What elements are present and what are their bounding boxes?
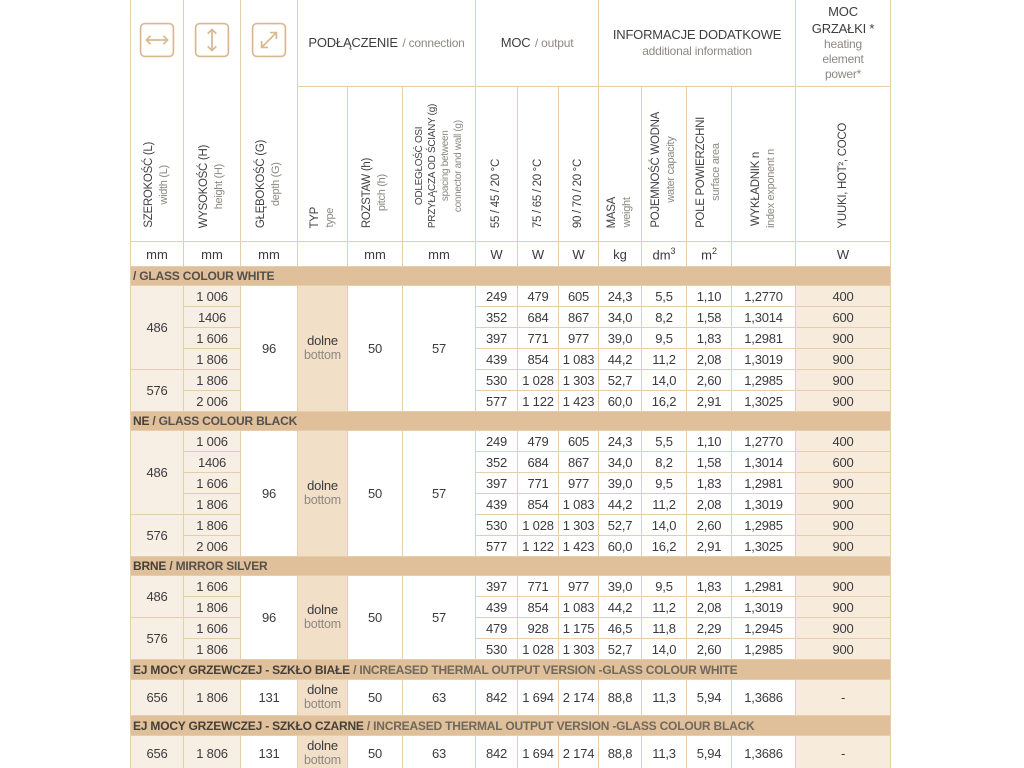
table-cell: 50 xyxy=(348,286,403,412)
table-cell: 854 xyxy=(518,349,559,370)
table-cell: 2,08 xyxy=(687,597,732,618)
connection-type-pl: dolne xyxy=(307,682,338,698)
group-output: MOC / output xyxy=(476,0,599,87)
table-cell: 1,3025 xyxy=(732,536,796,557)
table-cell: 900 xyxy=(796,494,891,515)
table-cell: 900 xyxy=(796,639,891,660)
table-cell: 16,2 xyxy=(642,391,687,412)
group-additional-info: INFORMACJE DODATKOWE additional information xyxy=(599,0,796,87)
table-cell: 8,2 xyxy=(642,452,687,473)
table-row xyxy=(131,431,891,452)
table-cell: 249 xyxy=(476,431,518,452)
table-cell: 900 xyxy=(796,473,891,494)
width-label: SZEROKOŚĆ (L) width (L) xyxy=(143,142,171,228)
section-title-pl: NE xyxy=(133,414,153,428)
table-cell: 486 xyxy=(131,576,184,618)
table-cell: 928 xyxy=(518,618,559,639)
table-cell: 1 006 xyxy=(184,431,241,452)
table-cell: 479 xyxy=(518,431,559,452)
table-cell: 8,2 xyxy=(642,307,687,328)
section-title-pl: EJ MOCY GRZEWCZEJ - SZKŁO CZARNE xyxy=(133,718,367,733)
table-cell: 1,2770 xyxy=(732,431,796,452)
column-pitch: ROZSTAW (h) pitch (h) xyxy=(348,87,403,242)
table-cell: 2 174 xyxy=(559,680,599,716)
section-header xyxy=(131,267,891,286)
table-cell: 39,0 xyxy=(599,328,642,349)
table-cell: 600 xyxy=(796,307,891,328)
connection-type-en: bottom xyxy=(303,696,341,711)
table-cell: 1 028 xyxy=(518,639,559,660)
table-cell: 1 083 xyxy=(559,494,599,515)
table-cell: 397 xyxy=(476,328,518,349)
table-cell xyxy=(298,736,348,768)
connection-type-pl: dolne xyxy=(307,602,338,618)
table-cell: 605 xyxy=(559,286,599,307)
table-cell: 34,0 xyxy=(599,452,642,473)
connection-type-pl: dolne xyxy=(307,333,338,349)
section-title-pl: BRNE xyxy=(133,559,170,573)
column-width xyxy=(131,0,184,242)
table-cell: 1 083 xyxy=(559,597,599,618)
table-cell: 1,58 xyxy=(687,452,732,473)
unit-cell: mm xyxy=(131,242,184,267)
section-band-row xyxy=(131,412,891,431)
table-cell: 1 806 xyxy=(184,736,241,768)
table-cell: 14,0 xyxy=(642,370,687,391)
units-row xyxy=(131,242,891,267)
table-cell: 854 xyxy=(518,494,559,515)
table-cell: 1 028 xyxy=(518,370,559,391)
table-cell xyxy=(298,576,348,660)
depth-label: GŁĘBOKOŚĆ (G) depth (G) xyxy=(255,139,283,228)
section-header xyxy=(131,716,891,736)
table-cell: 439 xyxy=(476,494,518,515)
table-cell: 39,0 xyxy=(599,473,642,494)
table-cell: 1,2985 xyxy=(732,370,796,391)
connection-type-pl: dolne xyxy=(307,738,338,754)
connection-type-en: bottom xyxy=(303,492,341,507)
table-cell: 397 xyxy=(476,576,518,597)
section-header xyxy=(131,660,891,680)
table-cell: 1 028 xyxy=(518,515,559,536)
table-cell: 1 806 xyxy=(184,597,241,618)
table-cell: 131 xyxy=(241,680,298,716)
table-cell: 1,3686 xyxy=(732,736,796,768)
group-connection: PODŁĄCZENIE / connection xyxy=(298,0,476,87)
table-cell: 2,60 xyxy=(687,639,732,660)
table-cell: 576 xyxy=(131,370,184,412)
table-cell: 684 xyxy=(518,452,559,473)
table-cell: 50 xyxy=(348,680,403,716)
connection-type-en: bottom xyxy=(303,616,341,631)
table-cell: 1,83 xyxy=(687,328,732,349)
column-water-capacity: POJEMNOŚĆ WODNA water capacity xyxy=(642,87,687,242)
table-cell: 1 694 xyxy=(518,736,559,768)
table-cell: 530 xyxy=(476,370,518,391)
column-wall-spacing: ODLEGŁOŚĆ OSI PRZYŁĄCZA OD ŚCIANY (g) spacing between connector and wall (g) xyxy=(403,87,476,242)
table-cell: 577 xyxy=(476,391,518,412)
table-cell: 1,2985 xyxy=(732,515,796,536)
unit-cell: W xyxy=(559,242,599,267)
table-cell: 2,91 xyxy=(687,536,732,557)
table-cell: 530 xyxy=(476,639,518,660)
table-cell: 656 xyxy=(131,680,184,716)
connection-type-en: bottom xyxy=(303,347,341,362)
group-header-row xyxy=(131,0,891,87)
table-cell: 400 xyxy=(796,286,891,307)
table-row xyxy=(131,680,891,716)
table-cell: 14,0 xyxy=(642,639,687,660)
table-cell: 60,0 xyxy=(599,536,642,557)
section-title-en: / INCREASED THERMAL OUTPUT VERSION -GLASS COLOUR WHITE xyxy=(353,662,738,677)
table-cell: 50 xyxy=(348,736,403,768)
table-cell: 1 423 xyxy=(559,391,599,412)
unit-cell: mm xyxy=(241,242,298,267)
radiator-spec-table xyxy=(130,0,891,768)
table-cell: 5,5 xyxy=(642,431,687,452)
table-cell: 600 xyxy=(796,452,891,473)
table-cell: 1 606 xyxy=(184,576,241,597)
table-cell: 1,58 xyxy=(687,307,732,328)
table-cell: 1 303 xyxy=(559,370,599,391)
table-cell: 50 xyxy=(348,576,403,660)
table-cell: 57 xyxy=(403,576,476,660)
table-cell: 1 806 xyxy=(184,639,241,660)
table-cell: 16,2 xyxy=(642,536,687,557)
table-cell: 900 xyxy=(796,391,891,412)
table-cell: 2,60 xyxy=(687,515,732,536)
table-cell xyxy=(298,431,348,557)
table-cell: 1,3019 xyxy=(732,494,796,515)
table-cell: 1,2770 xyxy=(732,286,796,307)
section-title-en: / INCREASED THERMAL OUTPUT VERSION -GLASS COLOUR BLACK xyxy=(366,718,755,733)
table-cell: 1,3686 xyxy=(732,680,796,716)
section-title-en: / MIRROR SILVER xyxy=(169,559,268,573)
table-cell: 479 xyxy=(518,286,559,307)
table-cell: 34,0 xyxy=(599,307,642,328)
table-cell: 400 xyxy=(796,431,891,452)
section-title-pl: EJ MOCY GRZEWCZEJ - SZKŁO BIAŁE xyxy=(133,662,354,677)
table-cell: 1 606 xyxy=(184,473,241,494)
column-depth xyxy=(241,0,298,242)
table-cell: 1,3025 xyxy=(732,391,796,412)
table-cell: 44,2 xyxy=(599,597,642,618)
table-cell: 1 806 xyxy=(184,515,241,536)
table-cell: 11,3 xyxy=(642,680,687,716)
table-cell: 486 xyxy=(131,286,184,370)
table-cell: 900 xyxy=(796,370,891,391)
table-cell: 900 xyxy=(796,349,891,370)
column-output-90-70-20: 90 / 70 / 20 °C xyxy=(559,87,599,242)
column-surface-area: POLE POWIERZCHNI surface area xyxy=(687,87,732,242)
table-cell: 11,3 xyxy=(642,736,687,768)
unit-cell: $dm^3$ xyxy=(642,242,687,267)
table-cell: 5,5 xyxy=(642,286,687,307)
table-cell: 2 006 xyxy=(184,391,241,412)
section-band-row xyxy=(131,660,891,680)
table-cell: 52,7 xyxy=(599,370,642,391)
table-cell: 44,2 xyxy=(599,349,642,370)
table-cell: 1,2981 xyxy=(732,576,796,597)
section-title-en: / GLASS COLOUR BLACK xyxy=(152,414,298,428)
section-band-row xyxy=(131,716,891,736)
connection-type-pl: dolne xyxy=(307,478,338,494)
table-cell: 44,2 xyxy=(599,494,642,515)
vertical-double-arrow-icon xyxy=(194,22,230,58)
table-cell: 88,8 xyxy=(599,680,642,716)
table-cell: 1,83 xyxy=(687,576,732,597)
table-cell: 605 xyxy=(559,431,599,452)
table-cell: 96 xyxy=(241,431,298,557)
table-cell: 1,83 xyxy=(687,473,732,494)
table-cell: 2,08 xyxy=(687,494,732,515)
table-cell: 854 xyxy=(518,597,559,618)
table-cell: 1 806 xyxy=(184,680,241,716)
table-cell: 977 xyxy=(559,576,599,597)
height-label: WYSOKOŚĆ (H) height (H) xyxy=(198,144,226,228)
table-cell: 24,3 xyxy=(599,431,642,452)
table-cell: 577 xyxy=(476,536,518,557)
table-cell: 96 xyxy=(241,286,298,412)
table-cell: 900 xyxy=(796,536,891,557)
table-cell: 57 xyxy=(403,286,476,412)
table-cell: 486 xyxy=(131,431,184,515)
table-cell: 39,0 xyxy=(599,576,642,597)
table-cell xyxy=(298,680,348,716)
table-cell: 63 xyxy=(403,680,476,716)
column-type: TYP type xyxy=(298,87,348,242)
unit-cell: mm xyxy=(348,242,403,267)
table-cell: 656 xyxy=(131,736,184,768)
column-weight: MASA weight xyxy=(599,87,642,242)
table-cell: 1 122 xyxy=(518,391,559,412)
table-cell: 9,5 xyxy=(642,473,687,494)
horizontal-double-arrow-icon xyxy=(139,22,175,58)
table-cell: 52,7 xyxy=(599,639,642,660)
connection-type-en: bottom xyxy=(303,752,341,767)
table-cell: 1,2985 xyxy=(732,639,796,660)
table-cell: 977 xyxy=(559,328,599,349)
unit-cell: $m^2$ xyxy=(687,242,732,267)
table-cell: 867 xyxy=(559,452,599,473)
table-cell: 900 xyxy=(796,618,891,639)
table-cell: 771 xyxy=(518,576,559,597)
diagonal-double-arrow-icon xyxy=(251,22,287,58)
table-cell: 397 xyxy=(476,473,518,494)
table-cell: 530 xyxy=(476,515,518,536)
table-cell: 11,8 xyxy=(642,618,687,639)
table-cell: 63 xyxy=(403,736,476,768)
table-cell: 52,7 xyxy=(599,515,642,536)
table-cell: 249 xyxy=(476,286,518,307)
section-band-row xyxy=(131,557,891,576)
table-cell: 1 083 xyxy=(559,349,599,370)
table-cell: 1,2981 xyxy=(732,473,796,494)
table-cell: 576 xyxy=(131,515,184,557)
table-cell: 1 806 xyxy=(184,494,241,515)
table-cell: 9,5 xyxy=(642,576,687,597)
table-cell: 1406 xyxy=(184,452,241,473)
table-cell: 60,0 xyxy=(599,391,642,412)
table-cell: 1 006 xyxy=(184,286,241,307)
unit-cell: mm xyxy=(184,242,241,267)
table-cell: 1406 xyxy=(184,307,241,328)
table-cell: 88,8 xyxy=(599,736,642,768)
table-cell: 5,94 xyxy=(687,680,732,716)
table-cell: 1 694 xyxy=(518,680,559,716)
table-cell: 439 xyxy=(476,349,518,370)
table-cell: 1,3019 xyxy=(732,349,796,370)
unit-cell: W xyxy=(796,242,891,267)
diagonal-cell xyxy=(298,242,348,267)
table-row xyxy=(131,736,891,768)
column-output-75-65-20: 75 / 65 / 20 °C xyxy=(518,87,559,242)
table-cell: 1,2981 xyxy=(732,328,796,349)
table-cell: 9,5 xyxy=(642,328,687,349)
table-cell: 1 175 xyxy=(559,618,599,639)
table-cell: 1 303 xyxy=(559,639,599,660)
table-cell: 771 xyxy=(518,328,559,349)
table-cell xyxy=(298,286,348,412)
table-cell: 1 303 xyxy=(559,515,599,536)
table-cell: 131 xyxy=(241,736,298,768)
table-row xyxy=(131,576,891,597)
table-cell: 1,3014 xyxy=(732,307,796,328)
table-cell: 1 606 xyxy=(184,618,241,639)
table-cell: 57 xyxy=(403,431,476,557)
unit-cell: mm xyxy=(403,242,476,267)
table-cell: 900 xyxy=(796,328,891,349)
table-cell: 2 174 xyxy=(559,736,599,768)
section-header xyxy=(131,412,891,431)
table-cell: 1,2945 xyxy=(732,618,796,639)
column-height xyxy=(184,0,241,242)
table-cell: 11,2 xyxy=(642,349,687,370)
table-cell: 50 xyxy=(348,431,403,557)
table-cell: 684 xyxy=(518,307,559,328)
table-cell: 771 xyxy=(518,473,559,494)
table-cell: 1 606 xyxy=(184,328,241,349)
table-cell: 1 122 xyxy=(518,536,559,557)
table-cell: 96 xyxy=(241,576,298,660)
table-cell: 2,60 xyxy=(687,370,732,391)
table-cell: 867 xyxy=(559,307,599,328)
table-cell: 1,10 xyxy=(687,286,732,307)
table-cell: 842 xyxy=(476,736,518,768)
table-cell: 1,3014 xyxy=(732,452,796,473)
table-row xyxy=(131,286,891,307)
table-cell: - xyxy=(796,736,891,768)
table-cell: 352 xyxy=(476,452,518,473)
table-cell: 11,2 xyxy=(642,597,687,618)
diagonal-cell xyxy=(732,242,796,267)
column-output-55-45-20: 55 / 45 / 20 °C xyxy=(476,87,518,242)
table-cell: 1 423 xyxy=(559,536,599,557)
section-header xyxy=(131,557,891,576)
table-cell: 5,94 xyxy=(687,736,732,768)
column-index-exponent: WYKŁADNIK n index exponent n xyxy=(732,87,796,242)
table-cell: 576 xyxy=(131,618,184,660)
group-heating-element-power: MOC GRZAŁKI * heating element power* xyxy=(796,0,891,87)
table-cell: 1,3019 xyxy=(732,597,796,618)
unit-cell: W xyxy=(476,242,518,267)
table-cell: 842 xyxy=(476,680,518,716)
unit-cell: kg xyxy=(599,242,642,267)
column-heater-models: YUUKI, HOT², COCO xyxy=(796,87,891,242)
table-cell: 900 xyxy=(796,515,891,536)
table-cell: - xyxy=(796,680,891,716)
table-cell: 2,29 xyxy=(687,618,732,639)
table-cell: 14,0 xyxy=(642,515,687,536)
table-cell: 2,08 xyxy=(687,349,732,370)
table-cell: 439 xyxy=(476,597,518,618)
table-cell: 46,5 xyxy=(599,618,642,639)
table-cell: 479 xyxy=(476,618,518,639)
table-cell: 900 xyxy=(796,597,891,618)
table-cell: 1 806 xyxy=(184,349,241,370)
table-cell: 1 806 xyxy=(184,370,241,391)
table-cell: 11,2 xyxy=(642,494,687,515)
table-cell: 24,3 xyxy=(599,286,642,307)
table-cell: 900 xyxy=(796,576,891,597)
table-cell: 977 xyxy=(559,473,599,494)
section-title-en: / GLASS COLOUR WHITE xyxy=(133,269,275,283)
table-cell: 1,10 xyxy=(687,431,732,452)
table-cell: 2 006 xyxy=(184,536,241,557)
table-cell: 352 xyxy=(476,307,518,328)
section-band-row xyxy=(131,267,891,286)
unit-cell: W xyxy=(518,242,559,267)
table-cell: 2,91 xyxy=(687,391,732,412)
